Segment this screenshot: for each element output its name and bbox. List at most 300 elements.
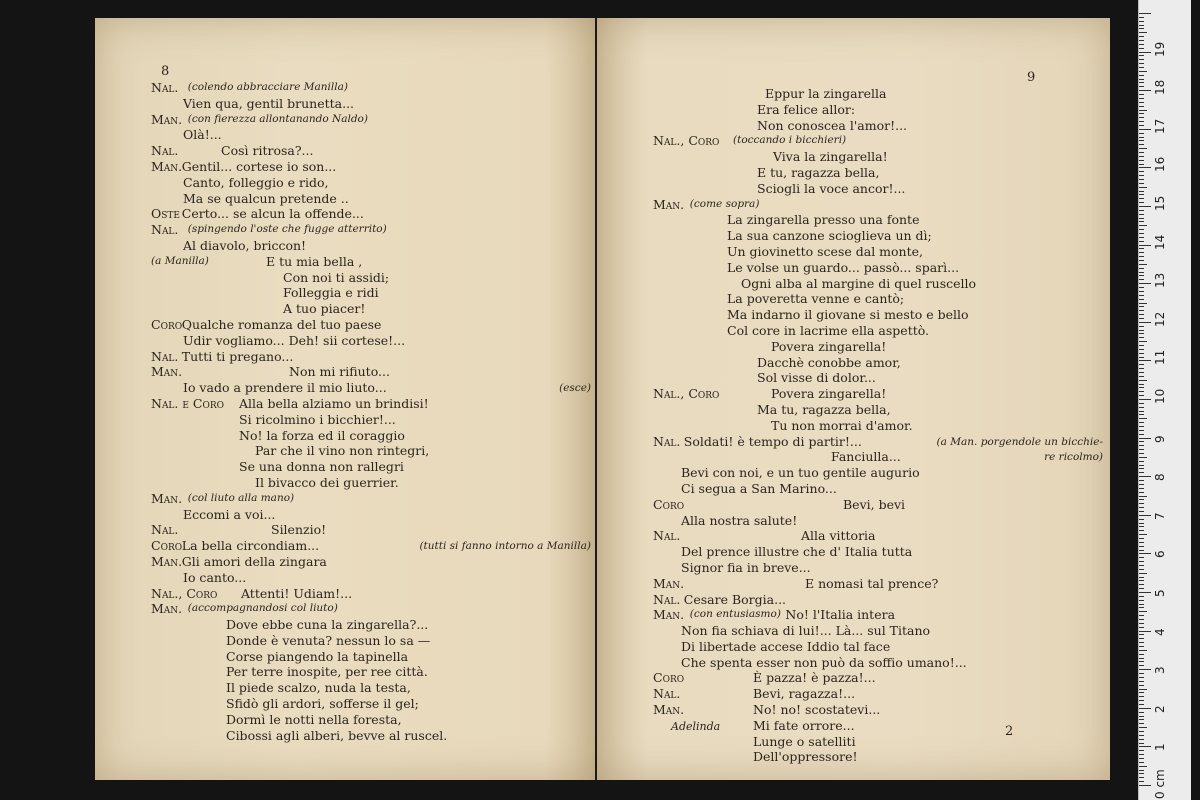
verse-text: E tu, ragazza bella, (757, 164, 880, 180)
ruler-label: 12 (1153, 311, 1167, 327)
text-line (653, 639, 1103, 655)
verse-text: Dacchè conobbe amor, (757, 354, 901, 370)
verse-text: Cesare Borgia... (683, 591, 787, 607)
ruler-tick (1139, 577, 1144, 578)
ruler-tick (1139, 584, 1144, 585)
text-line (653, 260, 1103, 276)
verse-text: Gli amori della zingara (181, 553, 327, 569)
speaker-name: Man. (151, 490, 183, 506)
ruler-tick (1139, 411, 1144, 412)
verse-text: Alla vittoria (801, 528, 876, 544)
ruler-tick (1139, 322, 1151, 323)
speaker-name: Nal. (653, 528, 681, 544)
verse-text: Qualche romanza del tuo paese (181, 316, 382, 332)
ruler-tick (1139, 669, 1151, 670)
ruler-tick (1139, 48, 1144, 49)
text-line (151, 680, 591, 696)
ruler-tick (1139, 526, 1144, 527)
stage-direction: (accompagnandosi col liuto) (187, 602, 338, 615)
stage-direction: (col liuto alla mano) (187, 491, 295, 504)
ruler-tick (1139, 268, 1144, 269)
ruler-tick (1139, 665, 1144, 666)
ruler-tick (1139, 306, 1144, 307)
text-line (653, 355, 1103, 371)
ruler-tick (1139, 673, 1144, 674)
text-line (151, 459, 591, 475)
verse-text: Dell'oppressore! (753, 749, 858, 765)
verse-text: Alla bella alziamo un brindisi! (239, 395, 429, 411)
ruler-label: 4 (1153, 627, 1167, 636)
ruler-tick (1139, 746, 1151, 747)
text-line (653, 670, 1103, 686)
ruler-tick (1139, 291, 1144, 292)
verse-text: Mi fate orrore... (753, 717, 855, 733)
ruler-tick (1139, 735, 1144, 736)
speaker-name: Man. (151, 158, 183, 174)
text-line (151, 96, 591, 112)
text-line (151, 285, 591, 301)
ruler-tick (1139, 55, 1144, 56)
verse-text: Vien qua, gentil brunetta... (183, 95, 355, 111)
text-line (653, 386, 1103, 402)
verse-text: Bevi, ragazza!... (753, 686, 856, 702)
ruler-tick (1139, 615, 1144, 616)
ruler-tick (1139, 457, 1147, 458)
stage-direction: (toccando i bicchieri) (733, 134, 847, 147)
verse-text: Bevi con noi, e un tuo gentile augurio (681, 465, 920, 481)
verse-text: La poveretta venne e cantò; (727, 291, 905, 307)
text-line (653, 749, 1103, 765)
ruler-tick (1139, 40, 1144, 41)
ruler-tick (1139, 279, 1144, 280)
verse-text: La zingarella presso una fonte (727, 212, 920, 228)
text-line (151, 317, 591, 333)
verse-text: Olà!... (183, 127, 222, 143)
ruler-label: 10 (1153, 388, 1167, 404)
signature-mark: 2 (1005, 724, 1014, 739)
text-line (151, 475, 591, 491)
text-line (653, 718, 1103, 734)
ruler-tick (1139, 538, 1144, 539)
text-line (653, 734, 1103, 750)
ruler-tick (1139, 167, 1151, 168)
text-line (151, 522, 591, 538)
stage-direction: (tutti si fanno intorno a Manilla) (419, 540, 591, 553)
ruler-tick (1139, 82, 1144, 83)
verse-text: Non conoscea l'amor!... (757, 117, 908, 133)
verse-text: Certo... se alcun la offende... (181, 206, 364, 222)
ruler-tick (1139, 303, 1147, 304)
ruler-tick (1139, 183, 1144, 184)
ruler-tick (1139, 503, 1144, 504)
verse-text: Col core in lacrime ella aspettò. (727, 322, 930, 338)
ruler-tick (1139, 248, 1144, 249)
ruler-label: 6 (1153, 550, 1167, 559)
text-line (653, 623, 1103, 639)
ruler-tick (1139, 777, 1144, 778)
ruler-tick (1139, 21, 1144, 22)
text-line (653, 102, 1103, 118)
text-line (151, 349, 591, 365)
text-line (151, 175, 591, 191)
ruler-tick (1139, 13, 1151, 14)
ruler-tick (1139, 561, 1144, 562)
ruler-tick (1139, 716, 1144, 717)
ruler-tick (1139, 650, 1147, 651)
ruler-tick (1139, 480, 1144, 481)
ruler-tick (1139, 152, 1144, 153)
text-line (653, 418, 1103, 434)
ruler-tick (1139, 453, 1144, 454)
text-line (151, 664, 591, 680)
ruler-tick (1139, 391, 1144, 392)
ruler-tick (1139, 407, 1144, 408)
ruler-tick (1139, 75, 1144, 76)
ruler-tick (1139, 229, 1144, 230)
ruler-tick (1139, 646, 1144, 647)
ruler-tick (1139, 573, 1147, 574)
ruler-tick (1139, 754, 1144, 755)
ruler-tick (1139, 661, 1144, 662)
ruler-tick (1139, 600, 1144, 601)
ruler-tick (1139, 704, 1144, 705)
verse-text: Ogni alba al margine di quel ruscello (741, 275, 977, 291)
ruler-tick (1139, 110, 1147, 111)
ruler-tick (1139, 569, 1144, 570)
page-number: 8 (161, 64, 170, 79)
text-line (151, 396, 591, 412)
left-page (95, 18, 595, 780)
ruler-tick (1139, 553, 1151, 554)
ruler-tick (1139, 750, 1144, 751)
verse-text: Donde è venuta? nessun lo sa — (226, 632, 431, 648)
ruler-tick (1139, 588, 1144, 589)
text-line (151, 112, 591, 128)
verse-text: Eppur la zingarella (765, 86, 887, 101)
ruler-tick (1139, 731, 1144, 732)
ruler-tick (1139, 63, 1144, 64)
text-line (653, 370, 1103, 386)
ruler-tick (1139, 25, 1144, 26)
ruler-tick (1139, 299, 1144, 300)
speaker-name: Nal. (151, 522, 179, 538)
text-line (151, 570, 591, 586)
text-line (653, 702, 1103, 718)
ruler-tick (1139, 426, 1144, 427)
ruler-tick (1139, 364, 1144, 365)
text-line (653, 402, 1103, 418)
verse-text: Bevi, bevi (843, 496, 906, 512)
book-spread (95, 18, 1110, 780)
ruler-tick (1139, 515, 1151, 516)
verse-text: Folleggia e ridi (283, 285, 379, 301)
text-line (151, 222, 591, 238)
speaker-name: Nal. (653, 591, 681, 607)
verse-text: E nomasi tal prence? (805, 575, 939, 591)
verse-text: Fanciulla... (831, 449, 901, 465)
ruler-tick (1139, 596, 1144, 597)
ruler-tick (1139, 580, 1144, 581)
ruler-tick (1139, 140, 1144, 141)
verse-text: Cibossi agli alberi, bevve al ruscel. (226, 727, 448, 743)
text-line (151, 127, 591, 143)
verse-text: Canto, folleggio e rido, (183, 174, 329, 190)
verse-text: Non mi rifiuto... (289, 364, 390, 380)
text-line (151, 143, 591, 159)
verse-text: Non fia schiava di lui!... Là... sul Titano (681, 623, 931, 639)
verse-text: Viva la zingarella! (773, 149, 888, 165)
page-footer: Adelinda (671, 720, 721, 733)
verse-text: Di libertade accese Iddio tal face (681, 638, 891, 654)
ruler-label: 13 (1153, 272, 1167, 289)
ruler-label: 1 (1153, 743, 1167, 752)
text-line (653, 686, 1103, 702)
ruler-tick (1139, 376, 1144, 377)
ruler-label: 19 (1153, 41, 1167, 57)
ruler-tick (1139, 530, 1144, 531)
ruler-tick (1139, 333, 1144, 334)
ruler-tick (1139, 677, 1144, 678)
verse-text: Attenti! Udiam!... (241, 585, 353, 601)
ruler-tick (1139, 272, 1144, 273)
verse-text: Io vado a prendere il mio liuto... (183, 380, 387, 396)
speaker-name: Coro (151, 316, 183, 332)
speaker-name: Nal. (151, 143, 179, 159)
verse-text: Un giovinetto scese dal monte, (727, 243, 923, 259)
verse-text: Alla nostra salute! (681, 512, 798, 528)
ruler-tick (1139, 542, 1144, 543)
ruler-tick (1139, 198, 1144, 199)
ruler-tick (1139, 395, 1144, 396)
ruler-tick (1139, 719, 1144, 720)
speaker-name: Coro (653, 496, 685, 512)
ruler-tick (1139, 225, 1147, 226)
ruler-tick (1139, 692, 1144, 693)
ruler-tick (1139, 472, 1144, 473)
ruler-tick (1139, 476, 1151, 477)
text-line (653, 607, 1103, 623)
ruler-tick (1139, 368, 1144, 369)
ruler-label: 0 cm (1153, 769, 1167, 799)
ruler-tick (1139, 723, 1144, 724)
ruler-tick (1139, 117, 1144, 118)
stage-direction: (a Man. porgendole un bicchie- (936, 435, 1103, 448)
verse-text: Eccomi a voi... (183, 506, 276, 522)
ruler-tick (1139, 156, 1144, 157)
ruler-tick (1139, 743, 1144, 744)
text-line (653, 165, 1103, 181)
verse-text: Gentil... cortese io son... (181, 158, 337, 174)
ruler-tick (1139, 496, 1147, 497)
text-line (653, 118, 1103, 134)
ruler-label: 8 (1153, 473, 1167, 482)
ruler-tick (1139, 557, 1144, 558)
speaker-name: Oste (151, 206, 180, 222)
verse-text: Se una donna non rallegri (239, 459, 404, 475)
text-line (653, 528, 1103, 544)
verse-text: Era felice allor: (757, 101, 856, 117)
verse-text: Il bivacco dei guerrier. (255, 474, 399, 490)
ruler-tick (1139, 187, 1147, 188)
ruler-tick (1139, 264, 1147, 265)
ruler-label: 15 (1153, 195, 1167, 211)
text-line (151, 238, 591, 254)
ruler-tick (1139, 283, 1151, 284)
text-line (151, 206, 591, 222)
ruler-tick (1139, 133, 1144, 134)
text-line (653, 228, 1103, 244)
libretto-text (151, 80, 591, 743)
text-line (151, 728, 591, 744)
ruler-tick (1139, 403, 1144, 404)
text-line (653, 291, 1103, 307)
ruler-tick (1139, 785, 1151, 786)
text-line (151, 712, 591, 728)
ruler-tick (1139, 438, 1151, 439)
stage-direction: (esce) (559, 382, 591, 395)
ruler-tick (1139, 194, 1144, 195)
ruler-tick (1139, 125, 1144, 126)
verse-text: Silenzio! (271, 522, 327, 538)
text-line (151, 333, 591, 349)
ruler-tick (1139, 658, 1144, 659)
ruler-tick (1139, 708, 1151, 709)
ruler-tick (1139, 275, 1144, 276)
libretto-text (653, 86, 1103, 765)
text-line (653, 276, 1103, 292)
ruler-label: 7 (1153, 512, 1167, 520)
speaker-name: Nal. (151, 222, 179, 238)
text-line (653, 592, 1103, 608)
verse-text: Le volse un guardo... passò... sparì... (727, 259, 960, 275)
text-line (151, 254, 591, 270)
ruler-tick (1139, 330, 1144, 331)
verse-text: Che spenta esser non può da soffio umano!... (681, 654, 967, 670)
ruler-tick (1139, 345, 1144, 346)
ruler-label: 14 (1153, 234, 1167, 250)
ruler-tick (1139, 357, 1144, 358)
verse-text: Con noi ti assidi; (283, 269, 390, 285)
ruler-tick (1139, 179, 1144, 180)
ruler-label: 9 (1153, 434, 1167, 443)
ruler-tick (1139, 314, 1144, 315)
ruler-tick (1139, 619, 1144, 620)
verse-text: Tutti ti pregano... (181, 348, 294, 364)
verse-text: Tu non morrai d'amor. (771, 417, 913, 433)
ruler-tick (1139, 256, 1144, 257)
verse-text: Signor fia in breve... (681, 559, 811, 575)
ruler-tick (1139, 202, 1144, 203)
verse-text: A tuo piacer! (283, 301, 366, 317)
ruler-tick (1139, 592, 1151, 593)
ruler-tick (1139, 468, 1144, 469)
ruler-tick (1139, 627, 1144, 628)
verse-text: Dormì le notti nella foresta, (226, 711, 402, 727)
ruler-tick (1139, 727, 1147, 728)
ruler-tick (1139, 461, 1144, 462)
ruler-tick (1139, 59, 1144, 60)
text-line (653, 323, 1103, 339)
ruler-tick (1139, 418, 1147, 419)
ruler-tick (1139, 71, 1147, 72)
ruler-tick (1139, 245, 1151, 246)
stage-direction: (a Manilla) (151, 254, 209, 267)
ruler-tick (1139, 387, 1144, 388)
verse-text: Il piede scalzo, nuda la testa, (226, 680, 411, 696)
text-line (151, 270, 591, 286)
verse-text: Udir vogliamo... Deh! sii cortese!... (183, 332, 406, 348)
ruler-tick (1139, 414, 1144, 415)
text-line (653, 212, 1103, 228)
ruler-tick (1139, 252, 1144, 253)
verse-text: La bella circondiam... (181, 538, 320, 554)
ruler-tick (1139, 507, 1144, 508)
stage-direction: (spingendo l'oste che fugge atterrito) (187, 223, 387, 236)
ruler-tick (1139, 607, 1144, 608)
ruler-tick (1139, 326, 1144, 327)
verse-text: Così ritrosa?... (221, 143, 314, 159)
ruler-tick (1139, 310, 1144, 311)
ruler-tick (1139, 638, 1144, 639)
text-line (151, 491, 591, 507)
verse-text: Io canto... (183, 569, 247, 585)
ruler-tick (1139, 770, 1144, 771)
verse-text: Povera zingarella! (771, 386, 887, 402)
verse-text: Sciogli la voce ancor!... (757, 180, 906, 196)
ruler-tick (1139, 773, 1144, 774)
right-page (597, 18, 1110, 780)
ruler-tick (1139, 781, 1144, 782)
ruler-tick (1139, 113, 1144, 114)
ruler-tick (1139, 631, 1151, 632)
ruler-tick (1139, 221, 1144, 222)
ruler-tick (1139, 430, 1144, 431)
verse-text: Povera zingarella! (771, 338, 887, 354)
text-line (151, 696, 591, 712)
speaker-name: Coro (653, 670, 685, 686)
ruler-tick (1139, 623, 1144, 624)
ruler-tick (1139, 318, 1144, 319)
ruler-tick (1139, 372, 1144, 373)
speaker-name: Nal. e Coro (151, 395, 225, 411)
ruler-tick (1139, 164, 1144, 165)
ruler-tick (1139, 449, 1144, 450)
ruler-label: 16 (1153, 157, 1167, 173)
text-line (151, 412, 591, 428)
ruler-tick (1139, 445, 1144, 446)
text-line (151, 364, 591, 380)
text-line (653, 449, 1103, 465)
text-line (653, 560, 1103, 576)
text-line (151, 507, 591, 523)
ruler-label: 11 (1153, 350, 1167, 366)
text-line (653, 197, 1103, 213)
ruler-tick (1139, 241, 1144, 242)
ruler-tick (1139, 519, 1144, 520)
ruler-tick (1139, 642, 1144, 643)
verse-text: Par che il vino non rintegri, (255, 443, 430, 459)
text-line (653, 513, 1103, 529)
ruler-tick (1139, 341, 1147, 342)
ruler-tick (1139, 488, 1144, 489)
text-line (151, 586, 591, 602)
ruler-tick (1139, 434, 1144, 435)
ruler-tick (1139, 534, 1147, 535)
ruler-tick (1139, 465, 1144, 466)
ruler-tick (1139, 129, 1151, 130)
text-line (653, 149, 1103, 165)
ruler-tick (1139, 499, 1144, 500)
